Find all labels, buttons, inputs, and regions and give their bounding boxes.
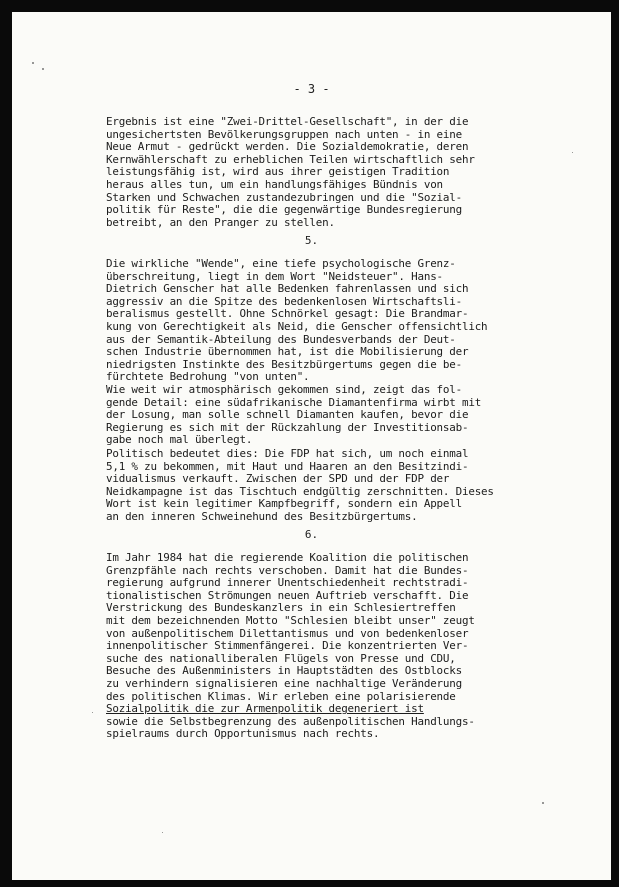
text-line: Dietrich Genscher hat alle Bedenken fahrenlassen und sich bbox=[106, 282, 469, 296]
text-line: Wort ist kein legitimer Kampfbegriff, sondern ein Appell bbox=[106, 497, 462, 511]
text-line: aggressiv an die Spitze des bedenkenlosen Wirtschaftsli- bbox=[106, 294, 462, 308]
text-line: Neidkampagne ist das Tischtuch endgültig zerschnitten. Dieses bbox=[106, 484, 494, 498]
text-line: überschreitung, liegt in dem Wort "Neidsteuer". Hans- bbox=[106, 269, 443, 283]
document-page bbox=[12, 12, 611, 880]
text-line: leistungsfähig ist, wird aus ihrer geistigen Tradition bbox=[106, 165, 450, 179]
text-line: heraus alles tun, um ein handlungsfähiges Bündnis von bbox=[106, 177, 443, 191]
text-line: schen Industrie übernommen hat, ist die Mobilisierung der bbox=[106, 345, 469, 359]
text-line: aus der Semantik-Abteilung des Bundesverbands der Deut- bbox=[106, 332, 456, 346]
scan-speck bbox=[572, 152, 573, 153]
scan-speck bbox=[162, 832, 163, 833]
text-line: Wie weit wir atmosphärisch gekommen sind, zeigt das fol- bbox=[106, 382, 462, 396]
paragraph-1 bbox=[106, 116, 546, 229]
text-line: zu verhindern signalisieren eine nachhaltige Veränderung bbox=[106, 676, 462, 690]
text-line: Verstrickung des Bundeskanzlers in ein Schlesiertreffen bbox=[106, 601, 456, 615]
text-line: Ergebnis ist eine "Zwei-Drittel-Gesellschaft", in der die bbox=[106, 115, 469, 128]
text-line: ungesichertsten Bevölkerungsgruppen nach unten - in eine bbox=[106, 127, 462, 141]
text-line: Kernwählerschaft zu erheblichen Teilen wirtschaftlich sehr bbox=[106, 152, 475, 166]
scan-speck bbox=[42, 68, 44, 70]
page-number: - 3 - bbox=[293, 82, 330, 96]
text-line: niedrigsten Instinkte des Besitzbürgertums gegen die be- bbox=[106, 357, 462, 371]
text-line: regierung aufgrund innerer Unentschiedenheit rechtstradi- bbox=[106, 576, 469, 590]
text-line: Starken und Schwachen zustandezubringen und die "Sozial- bbox=[106, 190, 462, 204]
text-line: tionalistischen Strömungen neuen Auftrieb verschafft. Die bbox=[106, 588, 469, 602]
text-line: innenpolitischer Stimmenfängerei. Die konzentrierten Ver- bbox=[106, 639, 469, 653]
text-line: gabe noch mal überlegt. bbox=[106, 433, 253, 447]
text-line: Im Jahr 1984 hat die regierende Koalition die politischen bbox=[106, 551, 469, 564]
text-line: fürchtete Bedrohung "von unten". bbox=[106, 370, 310, 384]
text-line: des politischen Klimas. Wir erleben eine polarisierende bbox=[106, 689, 456, 703]
text-line: gende Detail: eine südafrikanische Diamantenfirma wirbt mit bbox=[106, 395, 482, 409]
text-line: Die wirkliche "Wende", eine tiefe psychologische Grenz- bbox=[106, 257, 456, 270]
text-line-underlined: Sozialpolitik die zur Armenpolitik degeneriert ist bbox=[106, 702, 424, 716]
text-line: suche des nationalliberalen Flügels von Presse und CDU, bbox=[106, 651, 456, 665]
scan-speck bbox=[542, 802, 544, 804]
text-line: von außenpolitischem Dilettantismus und von bedenkenloser bbox=[106, 626, 469, 640]
paragraph-4 bbox=[106, 552, 546, 741]
text-line: betreibt, an den Pranger zu stellen. bbox=[106, 215, 335, 229]
text-line: Politisch bedeutet dies: Die FDP hat sich, um noch einmal bbox=[106, 447, 469, 460]
text-line: Regierung es sich mit der Rückzahlung der Investitionsab- bbox=[106, 420, 469, 434]
text-line: vidualismus verkauft. Zwischen der SPD und der FDP der bbox=[106, 472, 450, 486]
scan-speck bbox=[92, 712, 93, 713]
scan-speck bbox=[32, 62, 34, 64]
section-heading-6: 6. bbox=[304, 528, 319, 541]
text-line: Grenzpfähle nach rechts verschoben. Damit hat die Bundes- bbox=[106, 563, 469, 577]
text-line: der Losung, man solle schnell Diamanten kaufen, bevor die bbox=[106, 408, 469, 422]
text-line: politik für Reste", die die gegenwärtige Bundesregierung bbox=[106, 203, 462, 217]
paragraph-3 bbox=[106, 448, 546, 524]
text-line: 5,1 % zu bekommen, mit Haut und Haaren an den Besitzindi- bbox=[106, 459, 469, 473]
text-line: Besuche des Außenministers in Hauptstädten des Ostblocks bbox=[106, 664, 462, 678]
text-line: Neue Armut - gedrückt werden. Die Sozialdemokratie, deren bbox=[106, 140, 469, 154]
section-heading-5: 5. bbox=[304, 234, 319, 247]
text-line: spielraums durch Opportunismus nach rechts. bbox=[106, 727, 380, 741]
paragraph-2 bbox=[106, 258, 546, 447]
text-line: mit dem bezeichnenden Motto "Schlesien bleibt unser" zeugt bbox=[106, 613, 475, 627]
text-line: kung von Gerechtigkeit als Neid, die Genscher offensichtlich bbox=[106, 319, 488, 333]
text-line: sowie die Selbstbegrenzung des außenpolitischen Handlungs- bbox=[106, 714, 475, 728]
text-line: an den inneren Schweinehund des Besitzbürgertums. bbox=[106, 509, 418, 523]
text-line: beralismus gestellt. Ohne Schnörkel gesagt: Die Brandmar- bbox=[106, 307, 469, 321]
